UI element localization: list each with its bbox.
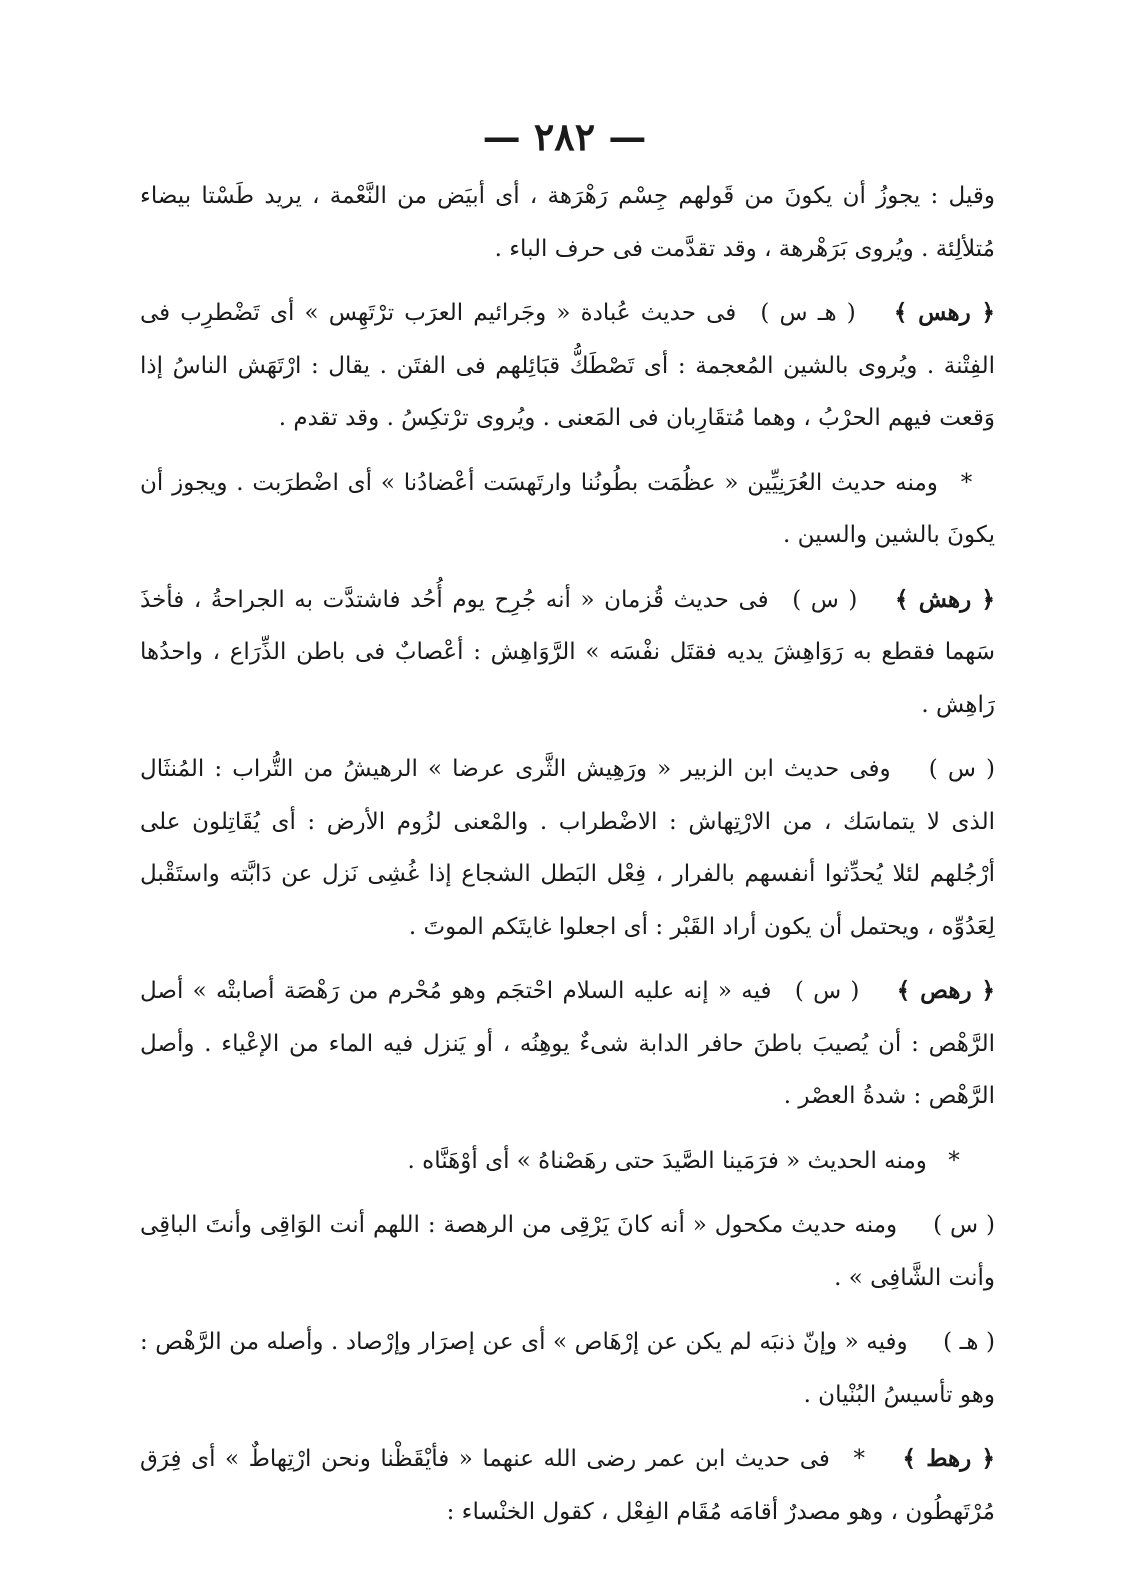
paragraph-text: وفى حديث ابن الزبير « ورَهِيش الثَّرى عرضا » الرهيشُ من التُّراب : المُنثَال الذى لا يتماسَك ، من الارْتِهاش : الاضْطراب . والمْعنى لزُوم الأرض : أى يُقَاتِلون على أرْجُلهم لئلا يُحدِّثوا أنفسهم بالفرار ، فِعْل البَطل الشجاع إذا غُشِى نَزل عن دَابَّته واستَقْبل لِعَدُوِّه ، ويحتمل أن يكون أراد القَبْر : أى اجعلوا غايتَكم الموتَ . (140, 756, 995, 940)
paragraph-text: ومنه حديث مكحول « أنه كانَ يَرْقِى من الرهصة : اللهم أنت الوَاقِى وأنتَ الباقِى وأنت الشَّافِى » . (140, 1212, 995, 1291)
entry-heading: ﴿ رهط ﴾ (902, 1445, 996, 1472)
entry-rahas-sad (140, 965, 995, 1123)
source-marker: ( س ) (792, 586, 858, 613)
page-number: — ٢٨٢ — (482, 114, 647, 159)
source-marker: ( هـ س ) (760, 300, 856, 326)
paragraph-text: ومنه الحديث « فرَمَينا الصَّيدَ حتى رهَصْناهُ » أى أوْهَنَّاه . (407, 1147, 927, 1174)
source-marker: * (960, 469, 973, 496)
entry-heading: ﴿ رهس ﴾ (893, 299, 996, 326)
paragraph-text: وقيل : يجوزُ أن يكونَ من قَولهم جِسْم رَهْرَهة ، أى أبيَض من النَّعْمة ، يريد طَسْتا بيضاء مُتلألِئة . ويُروى بَرَهْرهة ، وقد تقدَّمت فى حرف الباء . (140, 183, 995, 262)
paragraph-1 (140, 170, 995, 275)
paragraph-text: فى حديث ابن عمر رضى الله عنهما « فأيْقَظْنا ونحن ارْتِهاطٌ » أى فِرَق مُرْتَهطُون ، وهو مصدرٌ أقامَه مُقَام الفِعْل ، كقول الخنْساء : (140, 1446, 995, 1525)
text-column (140, 170, 995, 1550)
source-marker: ( هـ ) (943, 1329, 996, 1355)
entry-heading: ﴿ رهص ﴾ (896, 977, 995, 1004)
paragraph-3 (140, 457, 995, 562)
source-marker: ( س ) (928, 756, 996, 782)
entry-rahash (140, 574, 995, 732)
paragraph-text: فى حديث عُبادة « وجَرائيم العرَب ترْتَهِس » أى تَضْطرِب فى الفِتْنة . ويُروى بالشين المُعجمة : أى تَصْطَكُّ قبَائِلهم فى الفتَن . يقال : ارْتَهَش الناسُ إذا وَقعت فيهم الحرْبُ ، وهما مُتقَارِبان فى المَعنى . ويُروى ترْتكِسُ . وقد تقدم . (140, 300, 995, 431)
source-marker: * (853, 1446, 865, 1472)
paragraph-7 (140, 1135, 995, 1188)
paragraph-5 (140, 743, 995, 953)
source-marker: ( س ) (794, 978, 860, 1004)
paragraph-text: فيه « إنه عليه السلام احْتجَم وهو مُحْرم من رَهْصَة أصابتْه » أصل الرَّهْص : أن يُصيبَ باطنَ حافر الدابة شىءٌ يوهِنُه ، أو يَنزل فيه الماء من الإعْياء . وأصل الرَّهْص : شدةُ العصْر . (140, 978, 995, 1109)
paragraph-9 (140, 1316, 995, 1421)
paragraph-text: ومنه حديث العُرَنِيِّين « عظُمَت بطُونُنا وارتَهسَت أعْضادُنا » أى اضْطرَبت . ويجوز أن يكونَ بالشين والسين . (140, 469, 995, 548)
entry-rahas (140, 287, 995, 445)
paragraph-text: فى حديث قُزمان « أنه جُرِح يوم أُحُد فاشتدَّت به الجراحةُ ، فأخذَ سَهما فقطع به رَوَاهِشَ يديه فقتَل نفْسَه » الرَّوَاهِش : أعْصابٌ فى باطن الذِّرَاع ، واحدُها رَاهِش . (140, 586, 995, 718)
paragraph-text: وفيه « وإنّ ذنبَه لم يكن عن إرْهَاص » أى عن إصرَار وإرْصاد . وأصله من الرَّهْص : وهو تأسيسُ البُنْيان . (140, 1329, 995, 1408)
entry-rahat (140, 1433, 995, 1538)
paragraph-8 (140, 1199, 995, 1304)
source-marker: ( س ) (933, 1212, 996, 1238)
entry-heading: ﴿ رهش ﴾ (894, 585, 996, 613)
source-marker: * (948, 1147, 960, 1174)
